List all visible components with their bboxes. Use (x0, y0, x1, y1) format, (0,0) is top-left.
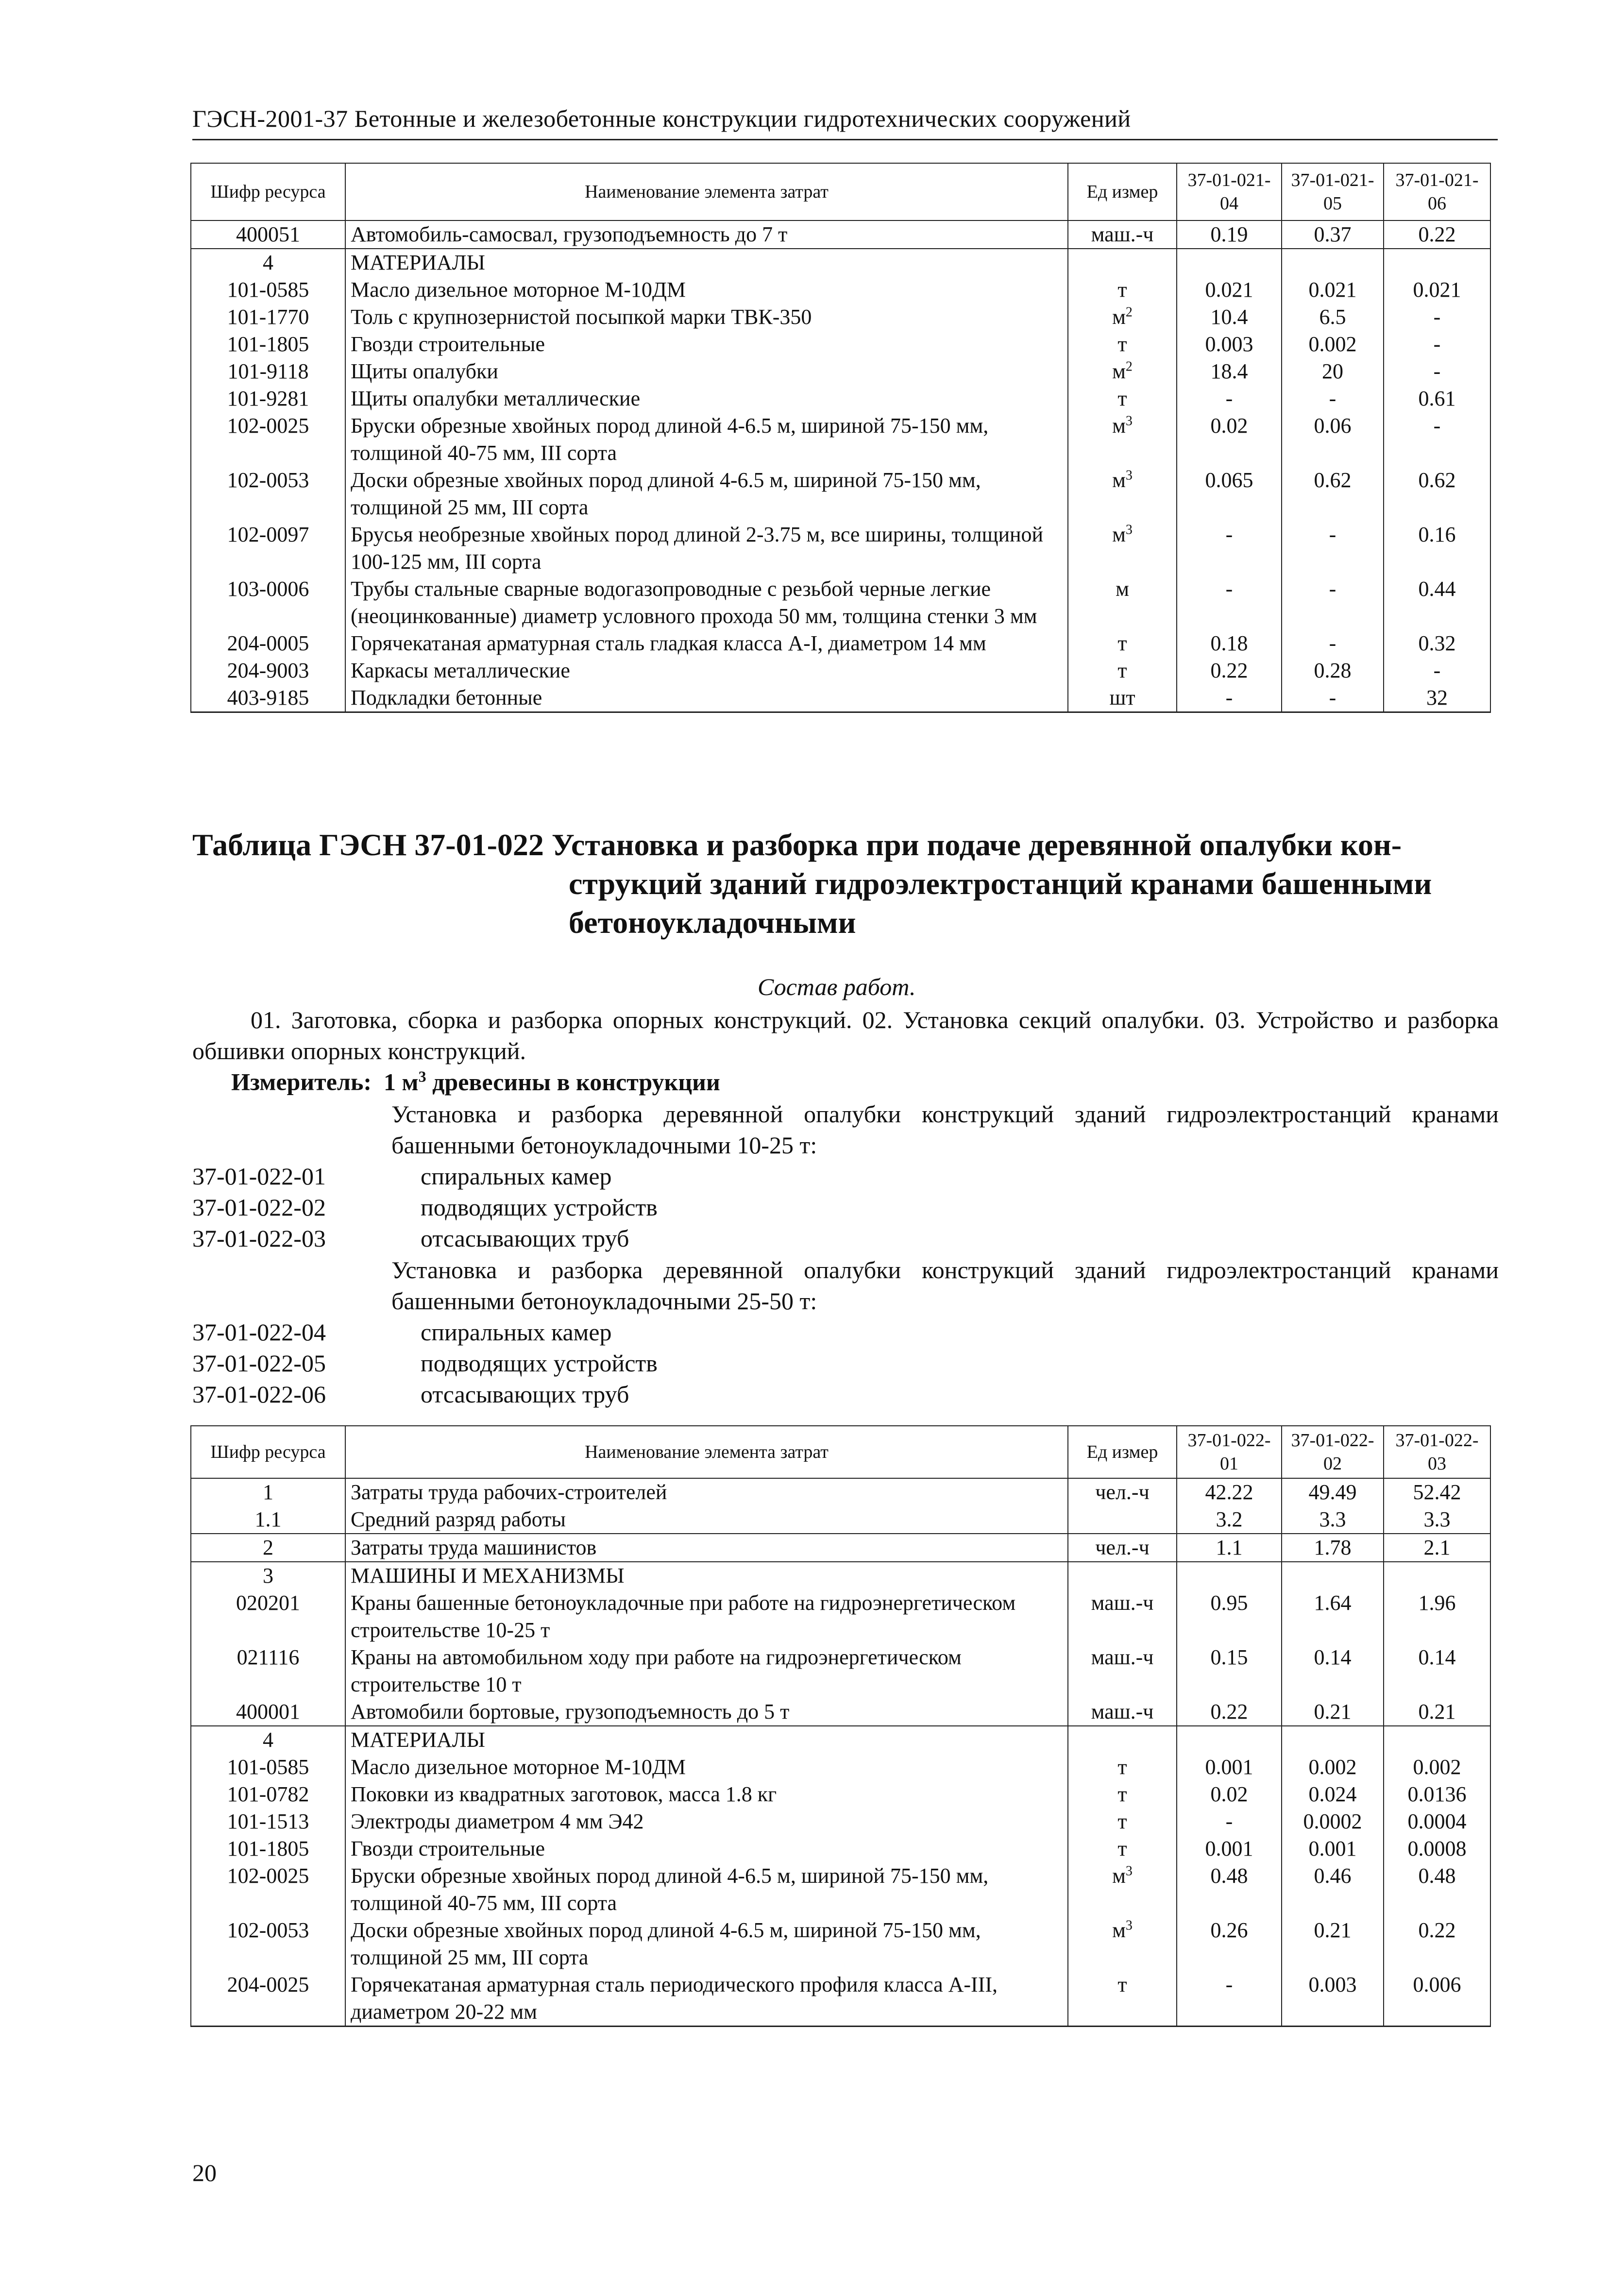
cell-norm-3: 0.16 (1384, 521, 1490, 575)
norm-label: спиральных камер (421, 1163, 612, 1190)
cell-unit: чел.-ч (1068, 1478, 1177, 1506)
cell-norm-3 (1384, 249, 1490, 276)
cell-norm-1: 3.2 (1177, 1506, 1282, 1534)
cell-norm-3: 52.42 (1384, 1478, 1490, 1506)
norm-label: отсасывающих труб (421, 1381, 629, 1408)
cell-unit: т (1068, 1835, 1177, 1862)
cell-norm-2 (1282, 249, 1384, 276)
table-title-line-1: Таблица ГЭСН 37-01-022 Установка и разборка при подаче деревянной опалубки кон- (192, 828, 1402, 862)
cell-unit: $м^3$ (1068, 1917, 1177, 1971)
cell-norm-1: 0.95 (1177, 1589, 1282, 1644)
cell-unit: т (1068, 276, 1177, 304)
table-row (191, 412, 1490, 467)
cell-code: 021116 (191, 1644, 345, 1698)
cell-norm-2: - (1282, 385, 1384, 412)
measure-line (231, 1067, 720, 1096)
cell-code: 400001 (191, 1698, 345, 1726)
cell-name: Автомобили бортовые, грузоподъемность до 5 т (345, 1698, 1068, 1726)
cell-unit: $м^2$ (1068, 304, 1177, 331)
cell-norm-1: 1.1 (1177, 1534, 1282, 1562)
cell-norm-2: 0.002 (1282, 331, 1384, 358)
table-row (191, 575, 1490, 630)
cell-code: 101-0585 (191, 1754, 345, 1781)
cell-norm-3: 0.48 (1384, 1862, 1490, 1917)
table-title (192, 826, 1498, 942)
norm-code: 37-01-022-02 (192, 1194, 326, 1221)
cell-norm-1: 0.021 (1177, 276, 1282, 304)
cell-norm-1: - (1177, 385, 1282, 412)
measure-label: Измеритель: (231, 1068, 372, 1096)
cell-norm-2: 0.37 (1282, 220, 1384, 249)
cell-name: Краны на автомобильном ходу при работе на гидроэнергетическом строительстве 10 т (345, 1644, 1068, 1698)
col-header-unit: Ед измер (1068, 163, 1177, 220)
running-header: ГЭСН-2001-37 Бетонные и железобетонные конструкции гидротехнических сооружений (192, 105, 1131, 132)
norm-label: подводящих устройств (421, 1350, 658, 1377)
cell-norm-3: 0.002 (1384, 1754, 1490, 1781)
cell-name: Затраты труда рабочих-строителей (345, 1478, 1068, 1506)
table-row (191, 467, 1490, 521)
cell-name: Автомобиль-самосвал, грузоподъемность до 7 т (345, 220, 1068, 249)
cell-norm-1: 0.26 (1177, 1917, 1282, 1971)
table-row (191, 358, 1490, 385)
norm-code: 37-01-022-05 (192, 1350, 326, 1377)
cell-norm-1 (1177, 1562, 1282, 1589)
cell-norm-2: 0.002 (1282, 1754, 1384, 1781)
cell-norm-2: 0.001 (1282, 1835, 1384, 1862)
cell-unit: $м^3$ (1068, 467, 1177, 521)
cell-unit: маш.-ч (1068, 1644, 1177, 1698)
norm-label: подводящих устройств (421, 1194, 658, 1221)
cell-norm-2: 0.024 (1282, 1781, 1384, 1808)
cell-norm-1: 0.02 (1177, 412, 1282, 467)
cell-norm-2: 0.14 (1282, 1644, 1384, 1698)
col-header-code: Шифр ресурса (191, 1426, 345, 1478)
cell-code: 101-0782 (191, 1781, 345, 1808)
composition-heading: Состав работ. (758, 973, 916, 1000)
cell-norm-3: 0.14 (1384, 1644, 1490, 1698)
cell-name: Масло дизельное моторное М-10ДМ (345, 276, 1068, 304)
cell-name: Щиты опалубки металлические (345, 385, 1068, 412)
cell-code: 400051 (191, 220, 345, 249)
cell-norm-1: 10.4 (1177, 304, 1282, 331)
cell-unit: т (1068, 385, 1177, 412)
cell-code: 102-0025 (191, 1862, 345, 1917)
table-row (191, 1506, 1490, 1534)
cell-norm-3: 32 (1384, 684, 1490, 712)
col-header-unit: Ед измер (1068, 1426, 1177, 1478)
cell-unit (1068, 1562, 1177, 1589)
cell-code: 102-0025 (191, 412, 345, 467)
cell-norm-1: 0.15 (1177, 1644, 1282, 1698)
norm-list-item (192, 1161, 612, 1192)
cell-unit (1068, 1506, 1177, 1534)
cell-norm-1: 0.18 (1177, 630, 1282, 657)
table-row (191, 1698, 1490, 1726)
cell-norm-2: - (1282, 684, 1384, 712)
cell-name: Толь с крупнозернистой посыпкой марки ТВК-350 (345, 304, 1068, 331)
cell-name: Электроды диаметром 4 мм Э42 (345, 1808, 1068, 1835)
col-header-norm-2: 37-01-022-02 (1282, 1426, 1384, 1478)
cell-code: 4 (191, 1726, 345, 1754)
cell-norm-1: 18.4 (1177, 358, 1282, 385)
cell-code: 101-1513 (191, 1808, 345, 1835)
cell-name: Гвозди строительные (345, 1835, 1068, 1862)
table-row (191, 1589, 1490, 1644)
table-row (191, 1808, 1490, 1835)
cell-name: Затраты труда машинистов (345, 1534, 1068, 1562)
cell-name: Доски обрезные хвойных пород длиной 4-6.5 м, шириной 75-150 мм, толщиной 25 мм, III сорта (345, 1917, 1068, 1971)
cell-name: Гвозди строительные (345, 331, 1068, 358)
cell-norm-3: 0.0136 (1384, 1781, 1490, 1808)
col-header-name: Наименование элемента затрат (345, 1426, 1068, 1478)
cell-code: 1.1 (191, 1506, 345, 1534)
cell-norm-1: - (1177, 684, 1282, 712)
cell-name: Щиты опалубки (345, 358, 1068, 385)
cell-norm-3: 0.44 (1384, 575, 1490, 630)
cell-unit: т (1068, 331, 1177, 358)
cell-norm-1: 0.065 (1177, 467, 1282, 521)
table-row (191, 1562, 1490, 1589)
cell-name: Масло дизельное моторное М-10ДМ (345, 1754, 1068, 1781)
cell-norm-3: 0.62 (1384, 467, 1490, 521)
cell-code: 204-9003 (191, 657, 345, 684)
cell-norm-1: - (1177, 1971, 1282, 2027)
cell-name: МАШИНЫ И МЕХАНИЗМЫ (345, 1562, 1068, 1589)
table-row (191, 657, 1490, 684)
cell-norm-2: 0.21 (1282, 1698, 1384, 1726)
cell-norm-2: 1.78 (1282, 1534, 1384, 1562)
cell-code: 3 (191, 1562, 345, 1589)
cell-unit: шт (1068, 684, 1177, 712)
cell-norm-3: - (1384, 412, 1490, 467)
cell-name: Поковки из квадратных заготовок, масса 1.8 кг (345, 1781, 1068, 1808)
cell-norm-1: 0.48 (1177, 1862, 1282, 1917)
cell-norm-2: 0.28 (1282, 657, 1384, 684)
cell-norm-1: 0.001 (1177, 1835, 1282, 1862)
cell-norm-3: 0.32 (1384, 630, 1490, 657)
cell-norm-3: 0.021 (1384, 276, 1490, 304)
cell-norm-3: 0.61 (1384, 385, 1490, 412)
table-row (191, 630, 1490, 657)
resource-table-022 (190, 1425, 1491, 2027)
cell-norm-3: 0.0004 (1384, 1808, 1490, 1835)
cell-unit (1068, 1726, 1177, 1754)
cell-code: 102-0053 (191, 467, 345, 521)
group-2-intro: Установка и разборка деревянной опалубки конструкций зданий гидроэлектростанций кранами башенными бетоноукладочными 25-50 т: (391, 1256, 1499, 1315)
measure-value-rest: древесины в конструкции (426, 1068, 720, 1096)
cell-norm-3: 3.3 (1384, 1506, 1490, 1534)
cell-unit (1068, 249, 1177, 276)
cell-norm-1: - (1177, 575, 1282, 630)
table-row (191, 1644, 1490, 1698)
cell-norm-2: - (1282, 575, 1384, 630)
cell-code: 102-0097 (191, 521, 345, 575)
table-row (191, 385, 1490, 412)
cell-unit: т (1068, 1971, 1177, 2027)
cell-norm-1: 0.22 (1177, 1698, 1282, 1726)
cell-unit: т (1068, 1808, 1177, 1835)
resource-table-021 (190, 163, 1491, 713)
cell-norm-2: 0.003 (1282, 1971, 1384, 2027)
header-divider (192, 139, 1498, 140)
cell-norm-1: 0.001 (1177, 1754, 1282, 1781)
cell-name: Брусья необрезные хвойных пород длиной 2-3.75 м, все ширины, толщиной 100-125 мм, III сорта (345, 521, 1068, 575)
cell-norm-2: 0.21 (1282, 1917, 1384, 1971)
cell-norm-3: 0.22 (1384, 220, 1490, 249)
cell-norm-3 (1384, 1562, 1490, 1589)
cell-norm-1: 0.02 (1177, 1781, 1282, 1808)
measure-value-exponent: 3 (418, 1067, 426, 1085)
table-body (191, 220, 1490, 712)
norm-code: 37-01-022-06 (192, 1381, 326, 1408)
cell-norm-2: 0.46 (1282, 1862, 1384, 1917)
cell-name: Трубы стальные сварные водогазопроводные с резьбой черные легкие (неоцинкованные) диаметр условного прохода 50 мм, толщина стенки 3 мм (345, 575, 1068, 630)
cell-norm-1: - (1177, 1808, 1282, 1835)
cell-norm-1 (1177, 1726, 1282, 1754)
cell-norm-3: 0.006 (1384, 1971, 1490, 2027)
cell-unit: чел.-ч (1068, 1534, 1177, 1562)
cell-unit: $м^3$ (1068, 1862, 1177, 1917)
col-header-norm-2: 37-01-021-05 (1282, 163, 1384, 220)
cell-norm-2: 3.3 (1282, 1506, 1384, 1534)
cell-norm-3 (1384, 1726, 1490, 1754)
table-row (191, 1478, 1490, 1506)
cell-norm-2: 0.06 (1282, 412, 1384, 467)
cell-norm-2 (1282, 1726, 1384, 1754)
cell-norm-2: 1.64 (1282, 1589, 1384, 1644)
table-row (191, 276, 1490, 304)
table-row (191, 1754, 1490, 1781)
cell-code: 101-9281 (191, 385, 345, 412)
cell-unit: $м^3$ (1068, 412, 1177, 467)
cell-code: 1 (191, 1478, 345, 1506)
cell-name: МАТЕРИАЛЫ (345, 1726, 1068, 1754)
table-row (191, 1781, 1490, 1808)
table-row (191, 331, 1490, 358)
cell-name: Краны башенные бетоноукладочные при работе на гидроэнергетическом строительстве 10-25 т (345, 1589, 1068, 1644)
cell-norm-2 (1282, 1562, 1384, 1589)
col-header-norm-1: 37-01-021-04 (1177, 163, 1282, 220)
cell-norm-1: 0.22 (1177, 657, 1282, 684)
table-row (191, 1917, 1490, 1971)
group-1-intro: Установка и разборка деревянной опалубки конструкций зданий гидроэлектростанций кранами башенными бетоноукладочными 10-25 т: (391, 1100, 1499, 1159)
cell-name: Горячекатаная арматурная сталь гладкая класса А-I, диаметром 14 мм (345, 630, 1068, 657)
col-header-norm-3: 37-01-022-03 (1384, 1426, 1490, 1478)
cell-code: 101-1805 (191, 1835, 345, 1862)
col-header-norm-3: 37-01-021-06 (1384, 163, 1490, 220)
cell-unit: т (1068, 657, 1177, 684)
cell-unit: $м^2$ (1068, 358, 1177, 385)
table-body (191, 1478, 1490, 2027)
cell-norm-2: 0.0002 (1282, 1808, 1384, 1835)
cell-norm-1: 0.19 (1177, 220, 1282, 249)
table-row (191, 220, 1490, 249)
cell-norm-3: 0.21 (1384, 1698, 1490, 1726)
cell-name: Горячекатаная арматурная сталь периодического профиля класса А-III, диаметром 20-22 мм (345, 1971, 1068, 2027)
cell-unit: маш.-ч (1068, 220, 1177, 249)
cell-name: Бруски обрезные хвойных пород длиной 4-6.5 м, шириной 75-150 мм, толщиной 40-75 мм, III сорта (345, 1862, 1068, 1917)
cell-name: Бруски обрезные хвойных пород длиной 4-6.5 м, шириной 75-150 мм, толщиной 40-75 мм, III сорта (345, 412, 1068, 467)
cell-norm-1: 0.003 (1177, 331, 1282, 358)
cell-code: 102-0053 (191, 1917, 345, 1971)
norm-label: отсасывающих труб (421, 1225, 629, 1252)
page-number: 20 (192, 2159, 217, 2186)
norm-list-item (192, 1192, 658, 1223)
table-title-line-2: струкций зданий гидроэлектростанций кранами башенными (569, 866, 1432, 901)
cell-norm-2: 0.62 (1282, 467, 1384, 521)
cell-norm-2: - (1282, 630, 1384, 657)
cell-name: Доски обрезные хвойных пород длиной 4-6.5 м, шириной 75-150 мм, толщиной 25 мм, III сорта (345, 467, 1068, 521)
cell-norm-2: 49.49 (1282, 1478, 1384, 1506)
norm-list-item (192, 1223, 629, 1254)
cell-norm-2: 20 (1282, 358, 1384, 385)
cell-code: 2 (191, 1534, 345, 1562)
cell-norm-2: 6.5 (1282, 304, 1384, 331)
cell-code: 103-0006 (191, 575, 345, 630)
table-row (191, 1971, 1490, 2027)
cell-unit: маш.-ч (1068, 1698, 1177, 1726)
cell-unit: т (1068, 630, 1177, 657)
cell-code: 204-0025 (191, 1971, 345, 2027)
cell-code: 204-0005 (191, 630, 345, 657)
cell-unit: $м^3$ (1068, 521, 1177, 575)
norm-list-item (192, 1379, 629, 1410)
cell-norm-3: 0.0008 (1384, 1835, 1490, 1862)
table-row (191, 521, 1490, 575)
cell-code: 101-9118 (191, 358, 345, 385)
cell-norm-2: - (1282, 521, 1384, 575)
table-row (191, 1862, 1490, 1917)
cell-code: 4 (191, 249, 345, 276)
col-header-norm-1: 37-01-022-01 (1177, 1426, 1282, 1478)
cell-norm-1: - (1177, 521, 1282, 575)
cell-unit: маш.-ч (1068, 1589, 1177, 1644)
composition-text: 01. Заготовка, сборка и разборка опорных конструкций. 02. Установка секций опалубки. 03. Устройство и разборка обшивки опорных конструкций. (192, 1006, 1499, 1064)
cell-norm-3: - (1384, 358, 1490, 385)
cell-norm-1: 42.22 (1177, 1478, 1282, 1506)
cell-norm-3: - (1384, 331, 1490, 358)
cell-norm-3: - (1384, 304, 1490, 331)
cell-norm-2: 0.021 (1282, 276, 1384, 304)
cell-name: Средний разряд работы (345, 1506, 1068, 1534)
cell-code: 101-0585 (191, 276, 345, 304)
cell-code: 101-1770 (191, 304, 345, 331)
cell-norm-3: 1.96 (1384, 1589, 1490, 1644)
norm-label: спиральных камер (421, 1318, 612, 1346)
cell-norm-3: - (1384, 657, 1490, 684)
table-row (191, 1534, 1490, 1562)
measure-value-base: 1 м (384, 1068, 419, 1096)
col-header-code: Шифр ресурса (191, 163, 345, 220)
cell-code: 020201 (191, 1589, 345, 1644)
norm-list-item (192, 1317, 612, 1348)
norm-code: 37-01-022-01 (192, 1163, 326, 1190)
cell-name: МАТЕРИАЛЫ (345, 249, 1068, 276)
cell-norm-1 (1177, 249, 1282, 276)
cell-unit: т (1068, 1754, 1177, 1781)
cell-name: Подкладки бетонные (345, 684, 1068, 712)
norm-code: 37-01-022-04 (192, 1318, 326, 1346)
cell-unit: м (1068, 575, 1177, 630)
measure-value (378, 1068, 720, 1096)
cell-norm-3: 2.1 (1384, 1534, 1490, 1562)
cell-name: Каркасы металлические (345, 657, 1068, 684)
table-row (191, 304, 1490, 331)
col-header-name: Наименование элемента затрат (345, 163, 1068, 220)
cell-norm-3: 0.22 (1384, 1917, 1490, 1971)
table-row (191, 249, 1490, 276)
table-row (191, 684, 1490, 712)
cell-unit: т (1068, 1781, 1177, 1808)
table-row (191, 1835, 1490, 1862)
norm-list-item (192, 1348, 658, 1379)
norm-code: 37-01-022-03 (192, 1225, 326, 1252)
table-row (191, 1726, 1490, 1754)
cell-code: 403-9185 (191, 684, 345, 712)
cell-code: 101-1805 (191, 331, 345, 358)
table-title-line-3: бетоноукладочными (569, 905, 856, 940)
